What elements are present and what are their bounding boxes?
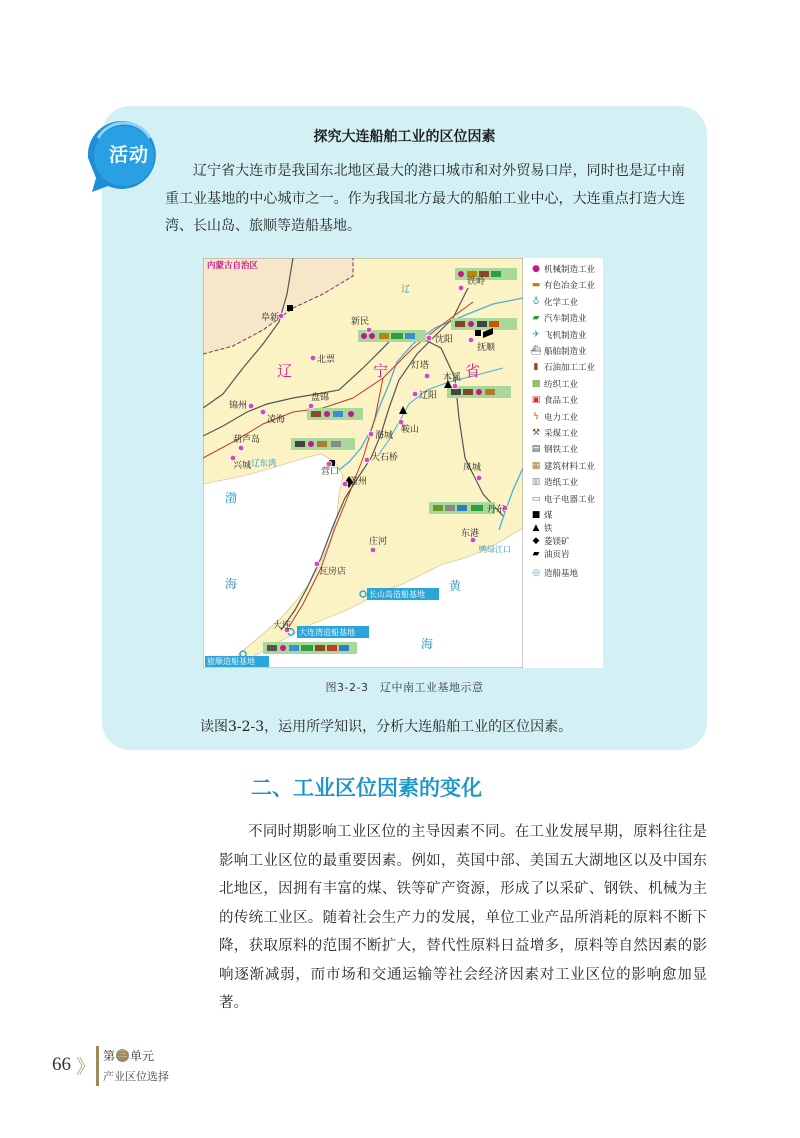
svg-text:长山岛造船基地: 长山岛造船基地 bbox=[369, 590, 425, 599]
region-label: 内蒙古自治区 bbox=[207, 261, 259, 271]
river-label: 辽 bbox=[401, 285, 411, 295]
city-dot bbox=[476, 475, 482, 481]
food-icon: ▣ bbox=[531, 395, 541, 406]
figure-caption: 图3-2-3 辽中南工业基地示意 bbox=[325, 681, 484, 694]
city-dot bbox=[308, 403, 314, 409]
appliance-icon: ▭ bbox=[531, 493, 541, 504]
legend-label: 电子电器工业 bbox=[544, 494, 596, 505]
bohai-char-1: 渤 bbox=[225, 491, 238, 505]
city-24 bbox=[273, 619, 291, 633]
province-char-1: 辽 bbox=[277, 362, 293, 380]
river-mouth-label: 鸭绿江口 bbox=[479, 545, 511, 554]
activity-question: 读图3-2-3，运用所学知识，分析大连船舶工业的区位因素。 bbox=[200, 719, 573, 735]
legend-item bbox=[528, 459, 595, 473]
city-dot bbox=[364, 457, 370, 463]
yellow-sea-char-1: 黄 bbox=[449, 579, 462, 593]
steel-icon: ▤ bbox=[531, 444, 541, 455]
legend-item bbox=[528, 492, 595, 506]
city-label: 新民 bbox=[351, 317, 370, 327]
city-label: 海城 bbox=[375, 431, 394, 441]
legend-item bbox=[528, 547, 570, 561]
activity-title: 探究大连船舶工业的区位因素 bbox=[313, 129, 496, 145]
legend-item bbox=[528, 442, 578, 456]
gear-icon: ● bbox=[532, 264, 540, 274]
city-dot bbox=[424, 373, 430, 379]
coal-icon bbox=[287, 305, 293, 311]
legend-item bbox=[528, 521, 553, 535]
shipyard-changshandao bbox=[360, 588, 439, 600]
legend-label: 菱镁矿 bbox=[544, 537, 570, 547]
city-dot bbox=[260, 409, 266, 415]
city-dot bbox=[412, 391, 418, 397]
unit-subtitle: 产业区位选择 bbox=[103, 1070, 169, 1083]
shipyard-icon: ◎ bbox=[532, 568, 540, 578]
city-label: 铁岭 bbox=[467, 277, 486, 287]
legend-label: 钢铁工业 bbox=[544, 445, 579, 456]
city-20 bbox=[487, 503, 508, 515]
city-label: 葫芦岛 bbox=[233, 435, 261, 445]
activity-badge-label: 活动 bbox=[108, 144, 149, 166]
legend-label: 煤 bbox=[544, 511, 553, 521]
svg-text:大连湾造船基地: 大连湾造船基地 bbox=[299, 628, 355, 637]
footer-rule bbox=[96, 1046, 99, 1086]
legend-label: 化学工业 bbox=[544, 297, 579, 308]
city-label: 鞍山 bbox=[401, 425, 420, 435]
legend-item bbox=[528, 328, 587, 342]
yellow-sea-char-2: 海 bbox=[421, 637, 434, 651]
city-label: 兴城 bbox=[233, 461, 252, 471]
city-label: 凤城 bbox=[463, 463, 482, 473]
legend-item bbox=[528, 360, 595, 374]
legend-item bbox=[528, 262, 595, 276]
textile-icon: ▩ bbox=[531, 378, 541, 389]
city-label: 丹东 bbox=[487, 505, 506, 515]
legend-item bbox=[528, 534, 570, 548]
ship-icon: ⛴ bbox=[530, 346, 542, 356]
industry-cluster-yingkou bbox=[291, 438, 355, 450]
paper-icon: ▥ bbox=[531, 477, 541, 488]
flask-icon: ♁ bbox=[532, 296, 540, 307]
legend-label: 造纸工业 bbox=[544, 478, 579, 489]
city-dot bbox=[452, 383, 458, 389]
bohai-char-2: 海 bbox=[225, 577, 238, 591]
city-label: 东港 bbox=[461, 529, 480, 539]
ingot-icon: ▬ bbox=[531, 280, 541, 291]
legend-item bbox=[528, 410, 578, 424]
svg-text:旅顺造船基地: 旅顺造船基地 bbox=[207, 657, 255, 666]
legend-label: 有色冶金工业 bbox=[544, 281, 596, 292]
legend-label: 船舶制造业 bbox=[544, 347, 587, 357]
city-label: 大石桥 bbox=[371, 453, 399, 463]
gulf-label: 辽东湾 bbox=[251, 459, 277, 469]
legend-label: 机械制造工业 bbox=[544, 265, 596, 275]
legend-item bbox=[528, 475, 578, 489]
industry-cluster-panjin bbox=[307, 408, 363, 420]
legend-item bbox=[528, 377, 578, 391]
city-dot bbox=[366, 327, 372, 333]
city-dot bbox=[230, 455, 236, 461]
industry-cluster-dandong bbox=[429, 502, 495, 514]
legend-label: 石油加工工业 bbox=[544, 363, 596, 374]
city-label: 大连 bbox=[273, 621, 292, 631]
city-label: 盖州 bbox=[349, 477, 368, 487]
legend-item bbox=[528, 344, 587, 358]
legend-item bbox=[528, 278, 595, 292]
legend-item bbox=[528, 566, 578, 580]
legend-label: 建筑材料工业 bbox=[544, 461, 596, 472]
plane-icon: ✈ bbox=[532, 329, 540, 340]
unit-number-badge: 三 bbox=[118, 1050, 128, 1060]
activity-paragraph: 辽宁省大连市是我国东北地区最大的港口城市和对外贸易口岸，同时也是辽中南重工业基地的中心城市之一。作为我国北方最大的船舶工业中心，大连重点打造大连湾、长山岛、旅顺等造船基地。 bbox=[165, 163, 685, 234]
oil-icon: ▮ bbox=[533, 362, 539, 373]
coal-icon: ■ bbox=[531, 510, 541, 520]
city-label: 凌海 bbox=[267, 415, 286, 425]
city-dot bbox=[310, 355, 316, 361]
iron-icon: ▲ bbox=[532, 523, 540, 533]
city-label: 阜新 bbox=[261, 313, 280, 323]
city-dot bbox=[326, 461, 332, 467]
city-label: 庄河 bbox=[369, 537, 388, 547]
legend-item bbox=[528, 311, 587, 325]
legend-label: 造船基地 bbox=[544, 569, 579, 579]
page-chevron-icon: 》 bbox=[76, 1056, 96, 1078]
province-char-3: 省 bbox=[465, 362, 481, 380]
city-dot bbox=[368, 431, 374, 437]
legend-label: 食品工业 bbox=[544, 396, 579, 407]
city-label: 抚顺 bbox=[477, 343, 496, 353]
city-label: 北票 bbox=[317, 355, 336, 365]
industry-cluster-tieling bbox=[455, 268, 517, 280]
legend-item bbox=[528, 393, 578, 407]
page-number: 66 bbox=[52, 1054, 71, 1075]
city-label: 瓦房店 bbox=[319, 567, 347, 577]
legend-label: 汽车制造业 bbox=[544, 314, 587, 325]
city-label: 盘锦 bbox=[311, 393, 330, 403]
legend-label: 纺织工业 bbox=[544, 379, 579, 390]
city-label: 辽阳 bbox=[419, 391, 438, 401]
city-label: 本溪 bbox=[443, 373, 462, 383]
legend-label: 采煤工业 bbox=[544, 429, 579, 439]
unit-prefix: 第 bbox=[103, 1049, 116, 1063]
city-dot bbox=[342, 481, 348, 487]
city-dot bbox=[238, 445, 244, 451]
legend-label: 油页岩 bbox=[544, 550, 570, 560]
magnesite-icon: ◆ bbox=[532, 536, 540, 546]
city-dot bbox=[278, 313, 284, 319]
shipyard-dalianwan bbox=[288, 626, 369, 638]
city-label: 锦州 bbox=[229, 401, 248, 411]
city-dot bbox=[458, 285, 464, 291]
legend-item bbox=[528, 508, 553, 522]
city-label: 灯塔 bbox=[411, 361, 430, 371]
building-icon: ▦ bbox=[531, 460, 541, 471]
industry-cluster-fushun bbox=[451, 318, 517, 330]
province-char-2: 宁 bbox=[373, 362, 389, 380]
industry-cluster-dalian bbox=[263, 642, 357, 654]
city-dot bbox=[468, 337, 474, 343]
car-icon: ▰ bbox=[532, 313, 540, 324]
legend-label: 电力工业 bbox=[544, 412, 579, 423]
city-dot bbox=[398, 419, 404, 425]
map-canvas bbox=[203, 258, 523, 668]
city-dot bbox=[426, 335, 432, 341]
mining-icon: ⚒ bbox=[531, 428, 541, 438]
city-dot bbox=[314, 561, 320, 567]
city-dot bbox=[370, 547, 376, 553]
oil-shale-icon: ▰ bbox=[532, 549, 540, 559]
city-dot bbox=[248, 403, 254, 409]
body-paragraph: 不同时期影响工业区位的主导因素不同。在工业发展早期，原料往往是影响工业区位的最重要因素。例如，英国中部、美国五大湖地区以及中国东北地区，因拥有丰富的煤、铁等矿产资源，形成了以采矿、钢铁、机械为主的传统工业区。随着社会生产力的发展，单位工业产品所消耗的原料不断下降，获取原料的范围不断扩大，替代性原料日益增多，原料等自然因素的影响逐渐减弱，而市场和交通运输等社会经济因素对工业区位的影响愈加显著。 bbox=[219, 824, 707, 1011]
legend-item bbox=[528, 295, 578, 309]
power-icon: ϟ bbox=[533, 411, 539, 422]
legend-item bbox=[528, 426, 578, 440]
section-heading: 二、工业区位因素的变化 bbox=[251, 776, 482, 800]
city-label: 营口 bbox=[321, 467, 340, 477]
coal-icon bbox=[475, 330, 481, 336]
unit-suffix: 单元 bbox=[130, 1049, 155, 1063]
legend-label: 飞机制造业 bbox=[544, 330, 587, 341]
map-figure bbox=[203, 258, 603, 668]
unit-title bbox=[103, 1047, 154, 1064]
legend-label: 铁 bbox=[544, 524, 553, 534]
city-label: 沈阳 bbox=[435, 335, 454, 345]
